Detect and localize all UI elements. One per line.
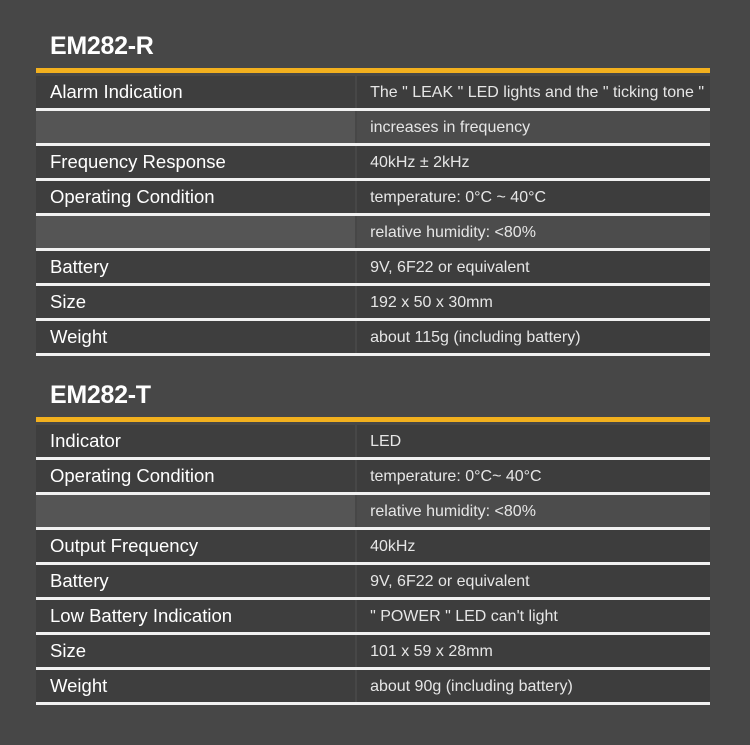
table-row <box>36 146 710 181</box>
spec-label: Indicator <box>36 425 355 457</box>
table-row <box>36 286 710 321</box>
spec-value: about 115g (including battery) <box>357 321 710 353</box>
table-row <box>36 251 710 286</box>
spec-label: Frequency Response <box>36 146 355 178</box>
section-title: EM282-R <box>50 32 154 60</box>
accent-divider <box>36 417 710 422</box>
section-title: EM282-T <box>50 381 151 409</box>
spec-value: The " LEAK " LED lights and the " ticking tone " <box>357 76 710 108</box>
spec-value: relative humidity: <80% <box>357 216 710 248</box>
spec-value: 40kHz ± 2kHz <box>357 146 710 178</box>
spec-label: Battery <box>36 251 355 283</box>
spec-value: increases in frequency <box>357 111 710 143</box>
table-row <box>36 181 710 216</box>
spec-label <box>36 111 355 143</box>
table-row <box>36 600 710 635</box>
spec-label: Size <box>36 286 355 318</box>
table-row <box>36 216 710 251</box>
table-row <box>36 425 710 460</box>
spec-label: Size <box>36 635 355 667</box>
spec-value: 192 x 50 x 30mm <box>357 286 710 318</box>
table-row <box>36 670 710 705</box>
spec-value: 101 x 59 x 28mm <box>357 635 710 667</box>
spec-label: Weight <box>36 670 355 702</box>
table-row <box>36 111 710 146</box>
table-row <box>36 321 710 356</box>
spec-table <box>36 425 710 705</box>
spec-value: temperature: 0°C ~ 40°C <box>357 181 710 213</box>
spec-label: Operating Condition <box>36 460 355 492</box>
spec-label: Weight <box>36 321 355 353</box>
table-row <box>36 565 710 600</box>
spec-label: Operating Condition <box>36 181 355 213</box>
spec-label: Low Battery Indication <box>36 600 355 632</box>
spec-label: Battery <box>36 565 355 597</box>
spec-value: relative humidity: <80% <box>357 495 710 527</box>
accent-divider <box>36 68 710 73</box>
table-row <box>36 635 710 670</box>
spec-value: 9V, 6F22 or equivalent <box>357 565 710 597</box>
spec-label <box>36 216 355 248</box>
spec-label: Output Frequency <box>36 530 355 562</box>
table-row <box>36 76 710 111</box>
table-row <box>36 495 710 530</box>
table-row <box>36 530 710 565</box>
spec-value: temperature: 0°C~ 40°C <box>357 460 710 492</box>
spec-value: LED <box>357 425 710 457</box>
spec-label: Alarm Indication <box>36 76 355 108</box>
spec-label <box>36 495 355 527</box>
spec-value: about 90g (including battery) <box>357 670 710 702</box>
spec-value: " POWER " LED can't light <box>357 600 710 632</box>
spec-value: 40kHz <box>357 530 710 562</box>
spec-value: 9V, 6F22 or equivalent <box>357 251 710 283</box>
spec-table <box>36 76 710 356</box>
table-row <box>36 460 710 495</box>
